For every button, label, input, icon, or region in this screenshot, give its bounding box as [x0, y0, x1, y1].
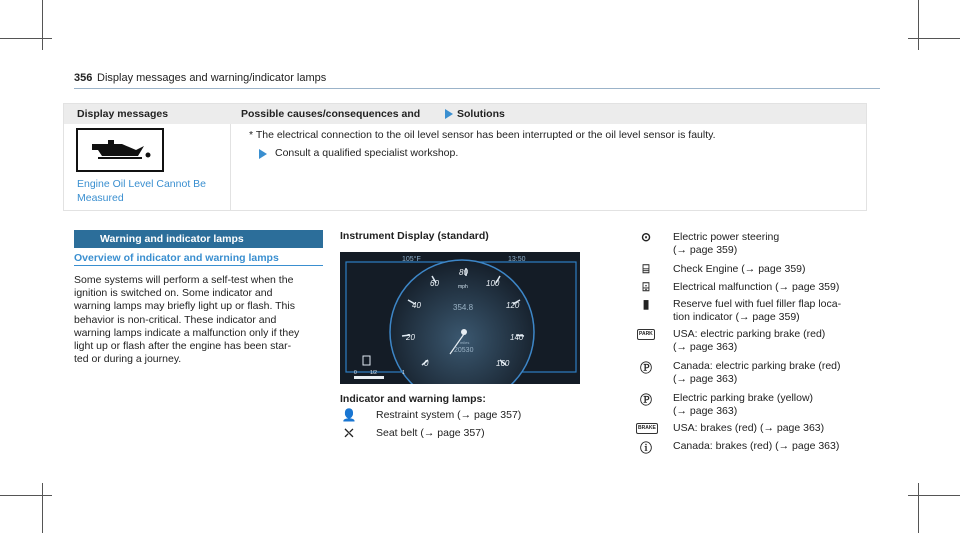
crop-mark — [0, 38, 52, 39]
paragraph-line: warning lamps indicate a malfunction only if they — [74, 326, 300, 339]
lamp-power-steering-page: (→ page 359) — [673, 244, 738, 256]
lamp-parking-usa: USA: electric parking brake (red) — [673, 328, 826, 340]
odometer-value: 20530 — [454, 347, 474, 354]
seatbelt-icon: ⛌ — [344, 426, 354, 440]
crop-mark — [42, 0, 43, 50]
speed-tick-label: 0 — [424, 359, 429, 368]
cause-note: * The electrical connection to the oil level sensor has been interrupted or the oil level sensor is faulty. — [249, 129, 716, 141]
column-header-solutions: Solutions — [457, 108, 505, 120]
solution-action: Consult a qualified specialist workshop. — [275, 147, 459, 159]
crop-mark — [0, 495, 52, 496]
lamp-parking-usa-page: (→ page 363) — [673, 341, 738, 353]
display-message-table — [63, 103, 867, 211]
parking-brake-yellow-icon: Ⓟ — [639, 393, 652, 407]
brake-warning-icon: ⓘ — [639, 441, 652, 455]
steering-warning-icon: ⊙ — [640, 230, 652, 244]
page-number: 356 — [74, 72, 93, 84]
parking-brake-icon: Ⓟ — [639, 361, 652, 375]
lamp-restraint-system: Restraint system (→ page 357) — [376, 409, 522, 421]
lamp-fuel-reserve-page: tion indicator (→ page 359) — [673, 311, 800, 323]
speed-tick-label: 80 — [459, 268, 468, 277]
lamp-brakes-canada: Canada: brakes (red) (→ page 363) — [673, 440, 840, 452]
column-divider — [230, 124, 231, 210]
speed-tick-label: 160 — [496, 359, 510, 368]
lamp-parking-canada-page: (→ page 363) — [673, 373, 738, 385]
instrument-display-title: Instrument Display (standard) — [340, 230, 489, 242]
paragraph-line: warning lamps may briefly light up or flash. This — [74, 300, 295, 313]
engine-oil-message: Engine Oil Level Cannot Be Measured — [77, 178, 206, 204]
outside-temperature: 105°F — [402, 256, 421, 263]
lamp-fuel-reserve: Reserve fuel with fuel filler flap loca- — [673, 298, 842, 310]
instrument-cluster-image — [340, 252, 580, 384]
battery-icon: ⌹ — [642, 280, 650, 294]
lamp-power-steering: Electric power steering — [673, 231, 780, 243]
speed-tick-label: 120 — [506, 301, 520, 310]
paragraph-line: behavior is non-critical. These indicator and — [74, 313, 277, 326]
paragraph-line: Some systems will perform a self-test when the — [74, 274, 294, 286]
lamp-brakes-usa: USA: brakes (red) (→ page 363) — [673, 422, 825, 434]
section-title: Warning and indicator lamps — [100, 233, 244, 245]
fuel-gauge-empty: 0 — [354, 370, 357, 376]
fuel-reserve-icon: ▮ — [642, 297, 650, 311]
table-header — [64, 104, 866, 124]
lamp-parking-yellow: Electric parking brake (yellow) — [673, 392, 814, 404]
lamp-parking-yellow-page: (→ page 363) — [673, 405, 738, 417]
speed-unit: mph — [458, 284, 468, 290]
solutions-arrow-icon — [445, 109, 453, 119]
speed-tick-label: 40 — [412, 301, 421, 310]
park-badge-icon: PARK — [637, 329, 655, 340]
check-engine-icon: ⌸ — [642, 262, 650, 276]
brake-badge-icon: BRAKE — [636, 423, 658, 434]
trip-distance: 354.8 — [453, 303, 474, 312]
intro-paragraph — [74, 274, 324, 366]
lamps-title: Indicator and warning lamps: — [340, 393, 486, 405]
lamp-check-engine: Check Engine (→ page 359) — [673, 263, 806, 275]
paragraph-line: light up or flash after the engine has been star- — [74, 340, 292, 353]
oil-level-icon — [76, 128, 164, 172]
speed-tick-label: 140 — [510, 333, 524, 342]
subsection-divider — [74, 265, 323, 266]
speed-tick-label: 20 — [406, 333, 415, 342]
crop-mark — [918, 483, 919, 533]
page-header-title: Display messages and warning/indicator lamps — [97, 72, 327, 84]
header-divider — [74, 88, 880, 89]
speed-tick-label: 100 — [486, 279, 500, 288]
column-header-display-messages: Display messages — [77, 108, 169, 120]
subsection-title: Overview of indicator and warning lamps — [74, 252, 279, 264]
lamp-seat-belt: Seat belt (→ page 357) — [376, 427, 485, 439]
paragraph-line: ignition is switched on. Some indicator and — [74, 287, 273, 300]
fuel-gauge-half: 1/2 — [370, 370, 377, 376]
column-header-causes: Possible causes/consequences and — [241, 108, 421, 120]
fuel-gauge-full: 1 — [402, 370, 405, 376]
crop-mark — [908, 38, 960, 39]
crop-mark — [908, 495, 960, 496]
paragraph-line: ted or during a journey. — [74, 353, 182, 366]
crop-mark — [918, 0, 919, 50]
speed-tick-label: 60 — [430, 279, 439, 288]
clock-time: 13:50 — [508, 256, 526, 263]
action-arrow-icon — [259, 149, 267, 159]
odometer-label: miles — [460, 340, 470, 345]
airbag-icon: 👤 — [341, 408, 357, 422]
lamp-electrical: Electrical malfunction (→ page 359) — [673, 281, 840, 293]
lamp-parking-canada: Canada: electric parking brake (red) — [673, 360, 841, 372]
crop-mark — [42, 483, 43, 533]
